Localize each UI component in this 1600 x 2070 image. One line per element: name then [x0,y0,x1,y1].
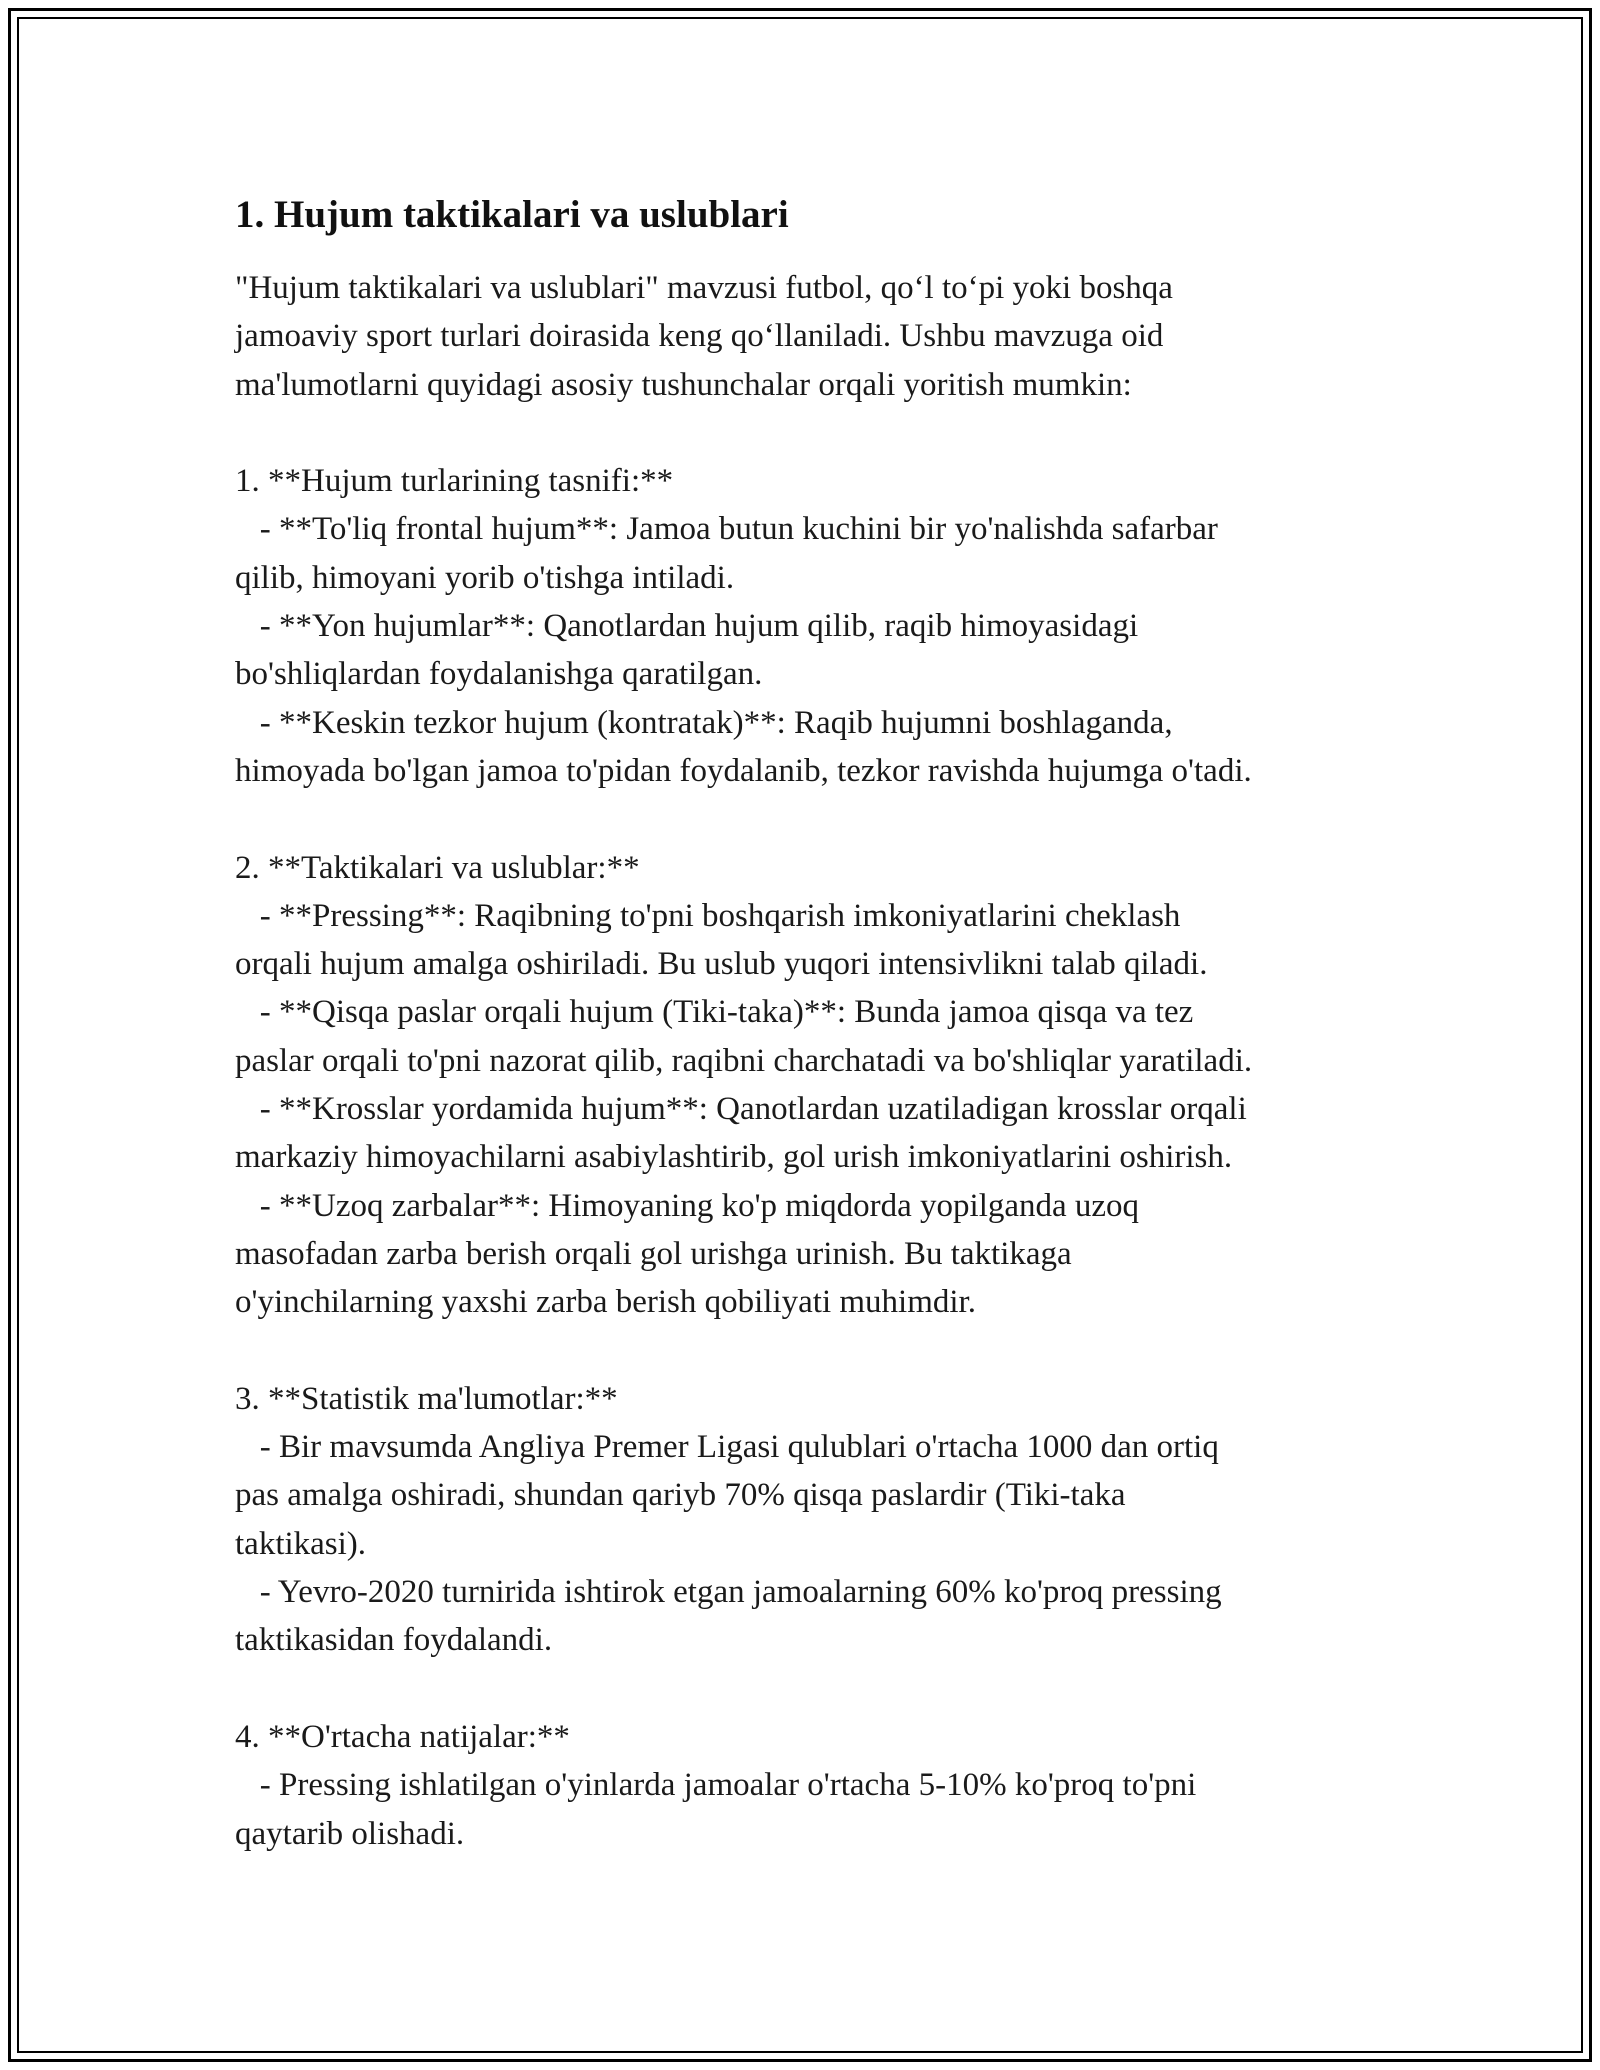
document-content [235,186,1385,1858]
document-title: 1. Hujum taktikalari va uslublari [235,193,789,236]
document-body: "Hujum taktikalari va uslublari" mavzusi futbol, qo‘l to‘pi yoki boshqa jamoaviy sport turlari doirasida keng qo‘llaniladi. Ushbu mavzuga oid ma'lumotlarni quyidagi asosiy tushunchalar orqali yoritish mumkin: 1. **Hujum turlarining tasnifi:** - **To'liq frontal hujum**: Jamoa butun kuchini bir yo'nalishda safarbar qilib, himoyani yorib o'tishga intiladi. - **Yon hujumlar**: Qanotlardan hujum qilib, raqib himoyasidagi bo'shliqlardan foydalanishga qaratilgan. - **Keskin tezkor hujum (kontratak)**: Raqib hujumni boshlaganda, himoyada bo'lgan jamoa to'pidan foydalanib, tezkor ravishda hujumga o'tadi. 2. **Taktikalari va uslublar:** - **Pressing**: Raqibning to'pni boshqarish imkoniyatlarini cheklash orqali hujum amalga oshiriladi. Bu uslub yuqori intensivlikni talab qiladi. - **Qisqa paslar orqali hujum (Tiki-taka)**: Bunda jamoa qisqa va tez paslar orqali to'pni nazorat qilib, raqibni charchatadi va bo'shliqlar yaratiladi. - **Krosslar yordamida hujum**: Qanotlardan uzatiladigan krosslar orqali markaziy himoyachilarni asabiylashtirib, gol urish imkoniyatlarini oshirish. - **Uzoq zarbalar**: Himoyaning ko'p miqdorda yopilganda uzoq masofadan zarba berish orqali gol urishga urinish. Bu taktikaga o'yinchilarning yaxshi zarba berish qobiliyati muhimdir. 3. **Statistik ma'lumotlar:** - Bir mavsumda Angliya Premer Ligasi qulublari o'rtacha 1000 dan ortiq pas amalga oshiradi, shundan qariyb 70% qisqa paslardir (Tiki-taka taktikasi). - Yevro-2020 turnirida ishtirok etgan jamoalarning 60% ko'proq pressing taktikasidan foydalandi. 4. **O'rtacha natijalar:** - Pressing ishlatilgan o'yinlarda jamoalar o'rtacha 5-10% ko'proq to'pni qaytarib olishadi. [235,270,1253,1852]
